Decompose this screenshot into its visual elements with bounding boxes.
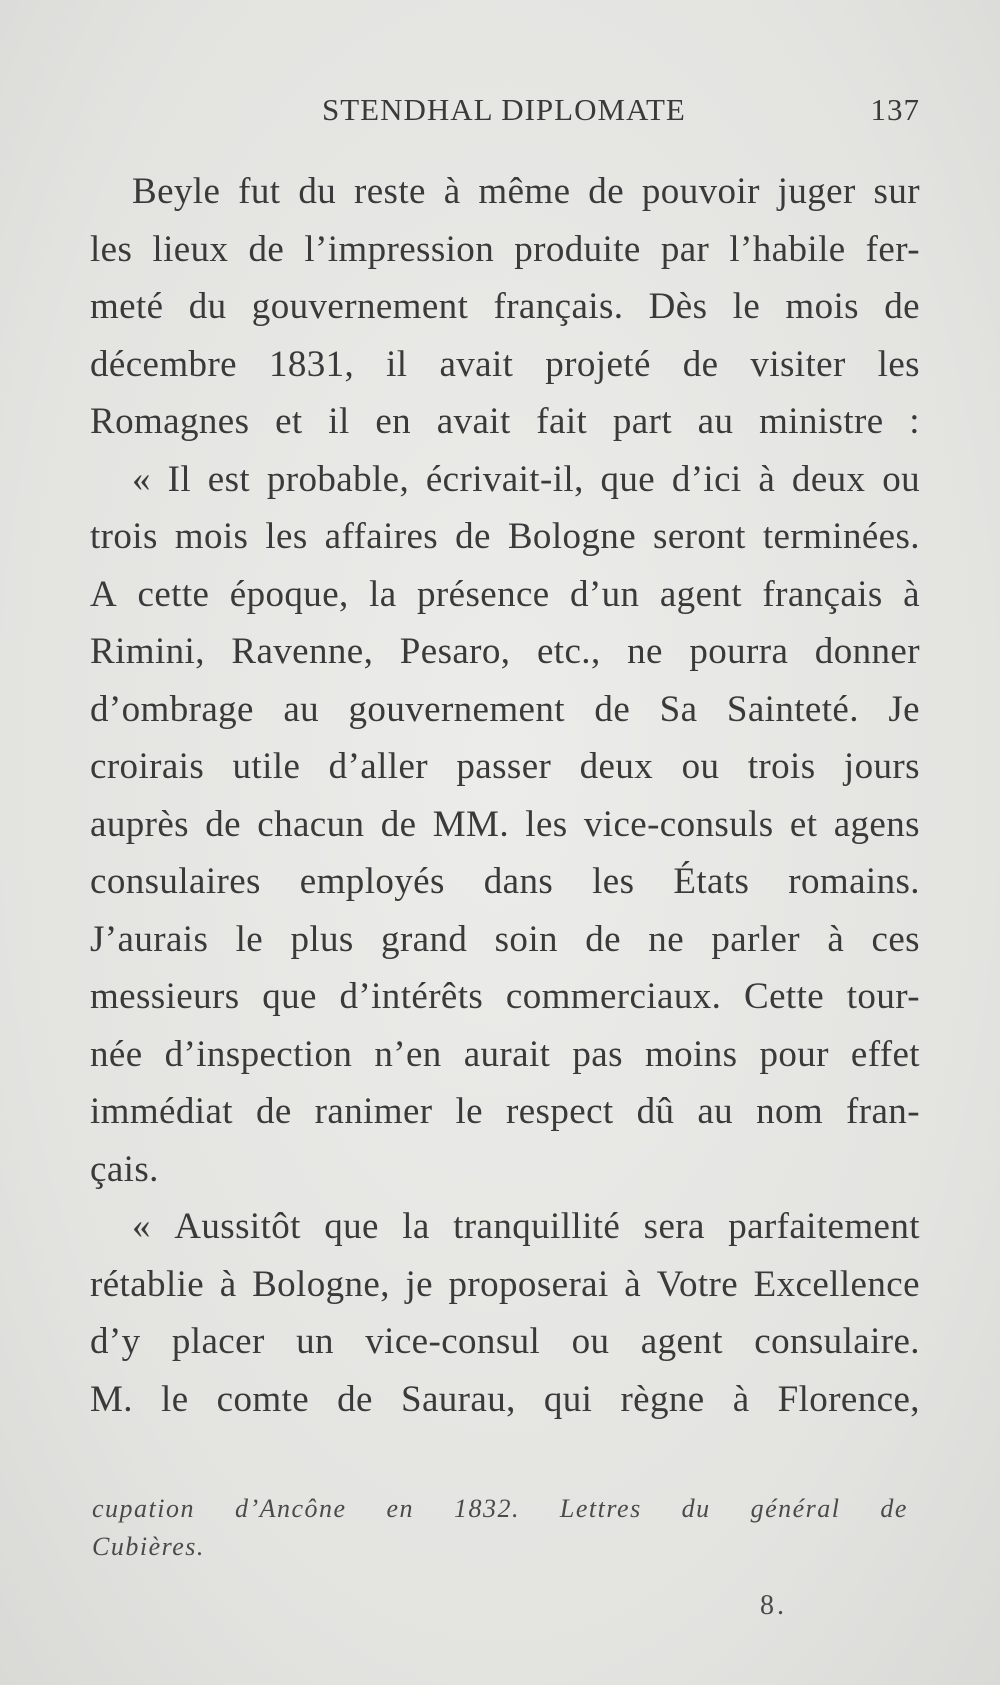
word: d’Ancône (234, 1494, 347, 1523)
word: la (402, 1206, 430, 1247)
text-line (90, 853, 920, 911)
running-head (90, 92, 920, 132)
word: moins (644, 1033, 738, 1075)
word: projeté (545, 343, 651, 385)
word: tour- (846, 976, 920, 1017)
word: romains. (788, 861, 920, 902)
word: d’ici (671, 458, 742, 500)
word: commerciaux. (505, 976, 722, 1017)
word: même (478, 171, 571, 212)
word: proposerai (448, 1263, 609, 1305)
word: MM. (432, 803, 509, 845)
word: au (697, 401, 734, 442)
word: Beyle (132, 171, 221, 212)
word: affaires (324, 516, 439, 557)
word: que (600, 458, 656, 500)
word: il (328, 401, 350, 442)
word: consulaires (90, 861, 261, 902)
word: M. (90, 1378, 133, 1420)
word: le (235, 918, 264, 960)
word: d’ombrage (90, 688, 254, 730)
word: Bologne, (252, 1263, 390, 1305)
word: français (762, 573, 883, 615)
page-number: 137 (870, 92, 920, 127)
word: passer (456, 746, 552, 787)
word: ne (627, 631, 663, 672)
word: les (525, 803, 568, 845)
word: employés (299, 861, 445, 902)
word: Pesaro, (399, 631, 511, 672)
word: dans (483, 861, 554, 902)
text-line (90, 336, 920, 394)
word: probable, (266, 458, 410, 500)
text-line (90, 566, 920, 624)
word: écrivait-il, (425, 458, 584, 500)
word: « (132, 458, 151, 500)
word: du (681, 1494, 711, 1523)
word: un (296, 1321, 334, 1362)
word: etc., (536, 631, 601, 672)
text-line (90, 508, 920, 566)
word: vice-consuls (583, 803, 774, 845)
word: Ravenne, (231, 631, 374, 672)
word: ministre (759, 401, 884, 442)
word: et (275, 401, 303, 442)
word: pour (759, 1033, 829, 1075)
word: mois (174, 516, 249, 557)
text-line (90, 796, 920, 854)
word: lieux (152, 228, 229, 270)
word: meté (90, 286, 164, 327)
word: est (207, 458, 251, 500)
word: le (455, 1091, 484, 1132)
word: nom (756, 1091, 824, 1132)
word: ou (882, 458, 920, 500)
running-title: STENDHAL DIPLOMATE (322, 92, 686, 127)
word: règne (620, 1378, 705, 1420)
word: Lettres (559, 1494, 642, 1523)
word: vice-consul (365, 1321, 541, 1362)
word: à (219, 1263, 237, 1305)
word: 1831, (268, 343, 355, 385)
word: effet (850, 1033, 920, 1075)
text-line (90, 1198, 920, 1256)
word: part (612, 401, 672, 442)
word: J’aurais (90, 918, 209, 960)
body-text (90, 163, 920, 1428)
word: époque, (229, 573, 349, 615)
word: Sainteté. (726, 688, 859, 730)
word: aurait (463, 1033, 551, 1075)
word: d’y (90, 1321, 141, 1362)
word: pas (572, 1033, 623, 1075)
text-line (90, 163, 920, 221)
word: de (880, 1494, 908, 1523)
text-line (90, 1026, 920, 1084)
word: de (455, 516, 491, 557)
text-line (90, 1371, 920, 1429)
word: parfaitement (728, 1206, 920, 1247)
word: d’intérêts (339, 976, 484, 1017)
word: le (161, 1378, 189, 1420)
word: deux (791, 458, 866, 500)
word: ranimer (314, 1091, 433, 1132)
word: ces (871, 918, 920, 960)
word: Il (167, 458, 192, 500)
footnote-line (92, 1490, 908, 1528)
word: soin (494, 918, 558, 960)
word: l’habile (729, 228, 846, 270)
word: placer (171, 1321, 265, 1362)
word: n’en (374, 1033, 442, 1075)
word: utile (232, 746, 301, 787)
word: décembre (90, 343, 237, 385)
word: comte (216, 1378, 310, 1420)
word: du (298, 171, 337, 212)
text-line (90, 1313, 920, 1371)
word: consulaire. (754, 1321, 920, 1362)
word: la (369, 573, 397, 615)
word: juger (777, 171, 856, 212)
word: pourra (689, 631, 789, 672)
word: parler (711, 918, 801, 960)
word: que (262, 976, 317, 1017)
word: de (682, 343, 719, 385)
word: « (132, 1206, 151, 1247)
word: Cette (743, 976, 825, 1017)
word: Bologne (507, 516, 637, 557)
word: auprès (90, 803, 189, 845)
word: 1832. (453, 1494, 520, 1523)
word: les (265, 516, 308, 557)
word: pouvoir (641, 171, 760, 212)
word: les (877, 343, 920, 385)
word: née (90, 1033, 143, 1075)
word: à (443, 171, 461, 212)
text-line: çais. (90, 1148, 159, 1190)
word: de (337, 1378, 373, 1420)
word: que (324, 1206, 379, 1247)
word: ou (571, 1321, 610, 1362)
word: grand (381, 918, 468, 960)
word: d’inspection (164, 1033, 353, 1075)
word: reste (354, 171, 426, 212)
text-line (90, 393, 920, 451)
text-line (90, 911, 920, 969)
text-line (90, 1083, 920, 1141)
word: de (585, 918, 621, 960)
word: trois (747, 746, 816, 787)
word: cupation (92, 1494, 195, 1523)
word: présence (417, 573, 550, 615)
word: au (697, 1091, 734, 1132)
word: agent (659, 573, 742, 615)
word: jours (843, 746, 920, 787)
word: gouvernement (251, 286, 469, 327)
word: de (205, 803, 241, 845)
signature-mark: 8. (760, 1590, 787, 1621)
footnote-line: Cubières. (92, 1532, 205, 1561)
word: Sa (659, 688, 698, 730)
word: Rimini, (90, 631, 205, 672)
word: Dès (648, 286, 708, 327)
text-line (90, 278, 920, 336)
word: deux (579, 746, 654, 787)
word: de (588, 171, 625, 212)
word: fran- (846, 1091, 920, 1132)
word: par (660, 228, 710, 270)
word: produite (514, 228, 641, 270)
word: Excellence (753, 1263, 920, 1305)
word: à (827, 918, 845, 960)
text-line (90, 681, 920, 739)
word: de (884, 286, 920, 327)
word: il (386, 343, 408, 385)
word: chacun (257, 803, 365, 845)
word: fait (536, 401, 588, 442)
word: États (673, 861, 750, 902)
word: dû (636, 1091, 675, 1132)
word: Romagnes (90, 401, 250, 442)
text-line (90, 968, 920, 1026)
word: fut (238, 171, 281, 212)
text-line (90, 451, 920, 509)
word: visiter (750, 343, 846, 385)
word: Florence, (777, 1378, 920, 1420)
word: rétablie (90, 1263, 205, 1305)
word: seront (653, 516, 746, 557)
text-line (90, 221, 920, 279)
word: qui (543, 1378, 593, 1420)
word: Aussitôt (174, 1206, 301, 1247)
word: sera (643, 1206, 705, 1247)
word: trois (90, 516, 158, 557)
word: les (90, 228, 133, 270)
word: immédiat (90, 1091, 233, 1132)
word: sur (873, 171, 920, 212)
word: Votre (656, 1263, 739, 1305)
word: d’un (570, 573, 640, 615)
word: à (732, 1378, 750, 1420)
word: de (248, 228, 285, 270)
word: à (624, 1263, 642, 1305)
word: le (732, 286, 761, 327)
word: ou (681, 746, 720, 787)
word: cette (137, 573, 210, 615)
text-line (90, 623, 920, 681)
word: à (758, 458, 776, 500)
word: messieurs (90, 976, 240, 1017)
text-line (90, 738, 920, 796)
word: du (188, 286, 227, 327)
word: Saurau, (400, 1378, 516, 1420)
word: croirais (90, 746, 205, 787)
word: je (405, 1263, 433, 1305)
word: en (375, 401, 412, 442)
word: agens (833, 803, 920, 845)
word: terminées. (762, 516, 920, 557)
word: en (386, 1494, 415, 1523)
word: A (90, 573, 118, 615)
word: donner (814, 631, 920, 672)
word: de (255, 1091, 292, 1132)
word: respect (506, 1091, 614, 1132)
word: agent (640, 1321, 723, 1362)
word: les (592, 861, 635, 902)
word: français. (493, 286, 624, 327)
word: l’impression (304, 228, 495, 270)
word: général (750, 1494, 841, 1523)
word: mois (785, 286, 859, 327)
word: d’aller (328, 746, 429, 787)
word: à (903, 573, 920, 615)
word: ne (648, 918, 685, 960)
word: avait (436, 401, 511, 442)
word: plus (290, 918, 354, 960)
text-line (90, 1256, 920, 1314)
word: de (594, 688, 631, 730)
footnote (92, 1490, 908, 1566)
word: : (909, 401, 920, 442)
word: au (283, 688, 320, 730)
word: Je (888, 688, 920, 730)
word: avait (439, 343, 514, 385)
word: et (789, 803, 818, 845)
word: de (380, 803, 417, 845)
word: gouvernement (348, 688, 565, 730)
word: fer- (865, 228, 920, 270)
word: tranquillité (453, 1206, 621, 1247)
